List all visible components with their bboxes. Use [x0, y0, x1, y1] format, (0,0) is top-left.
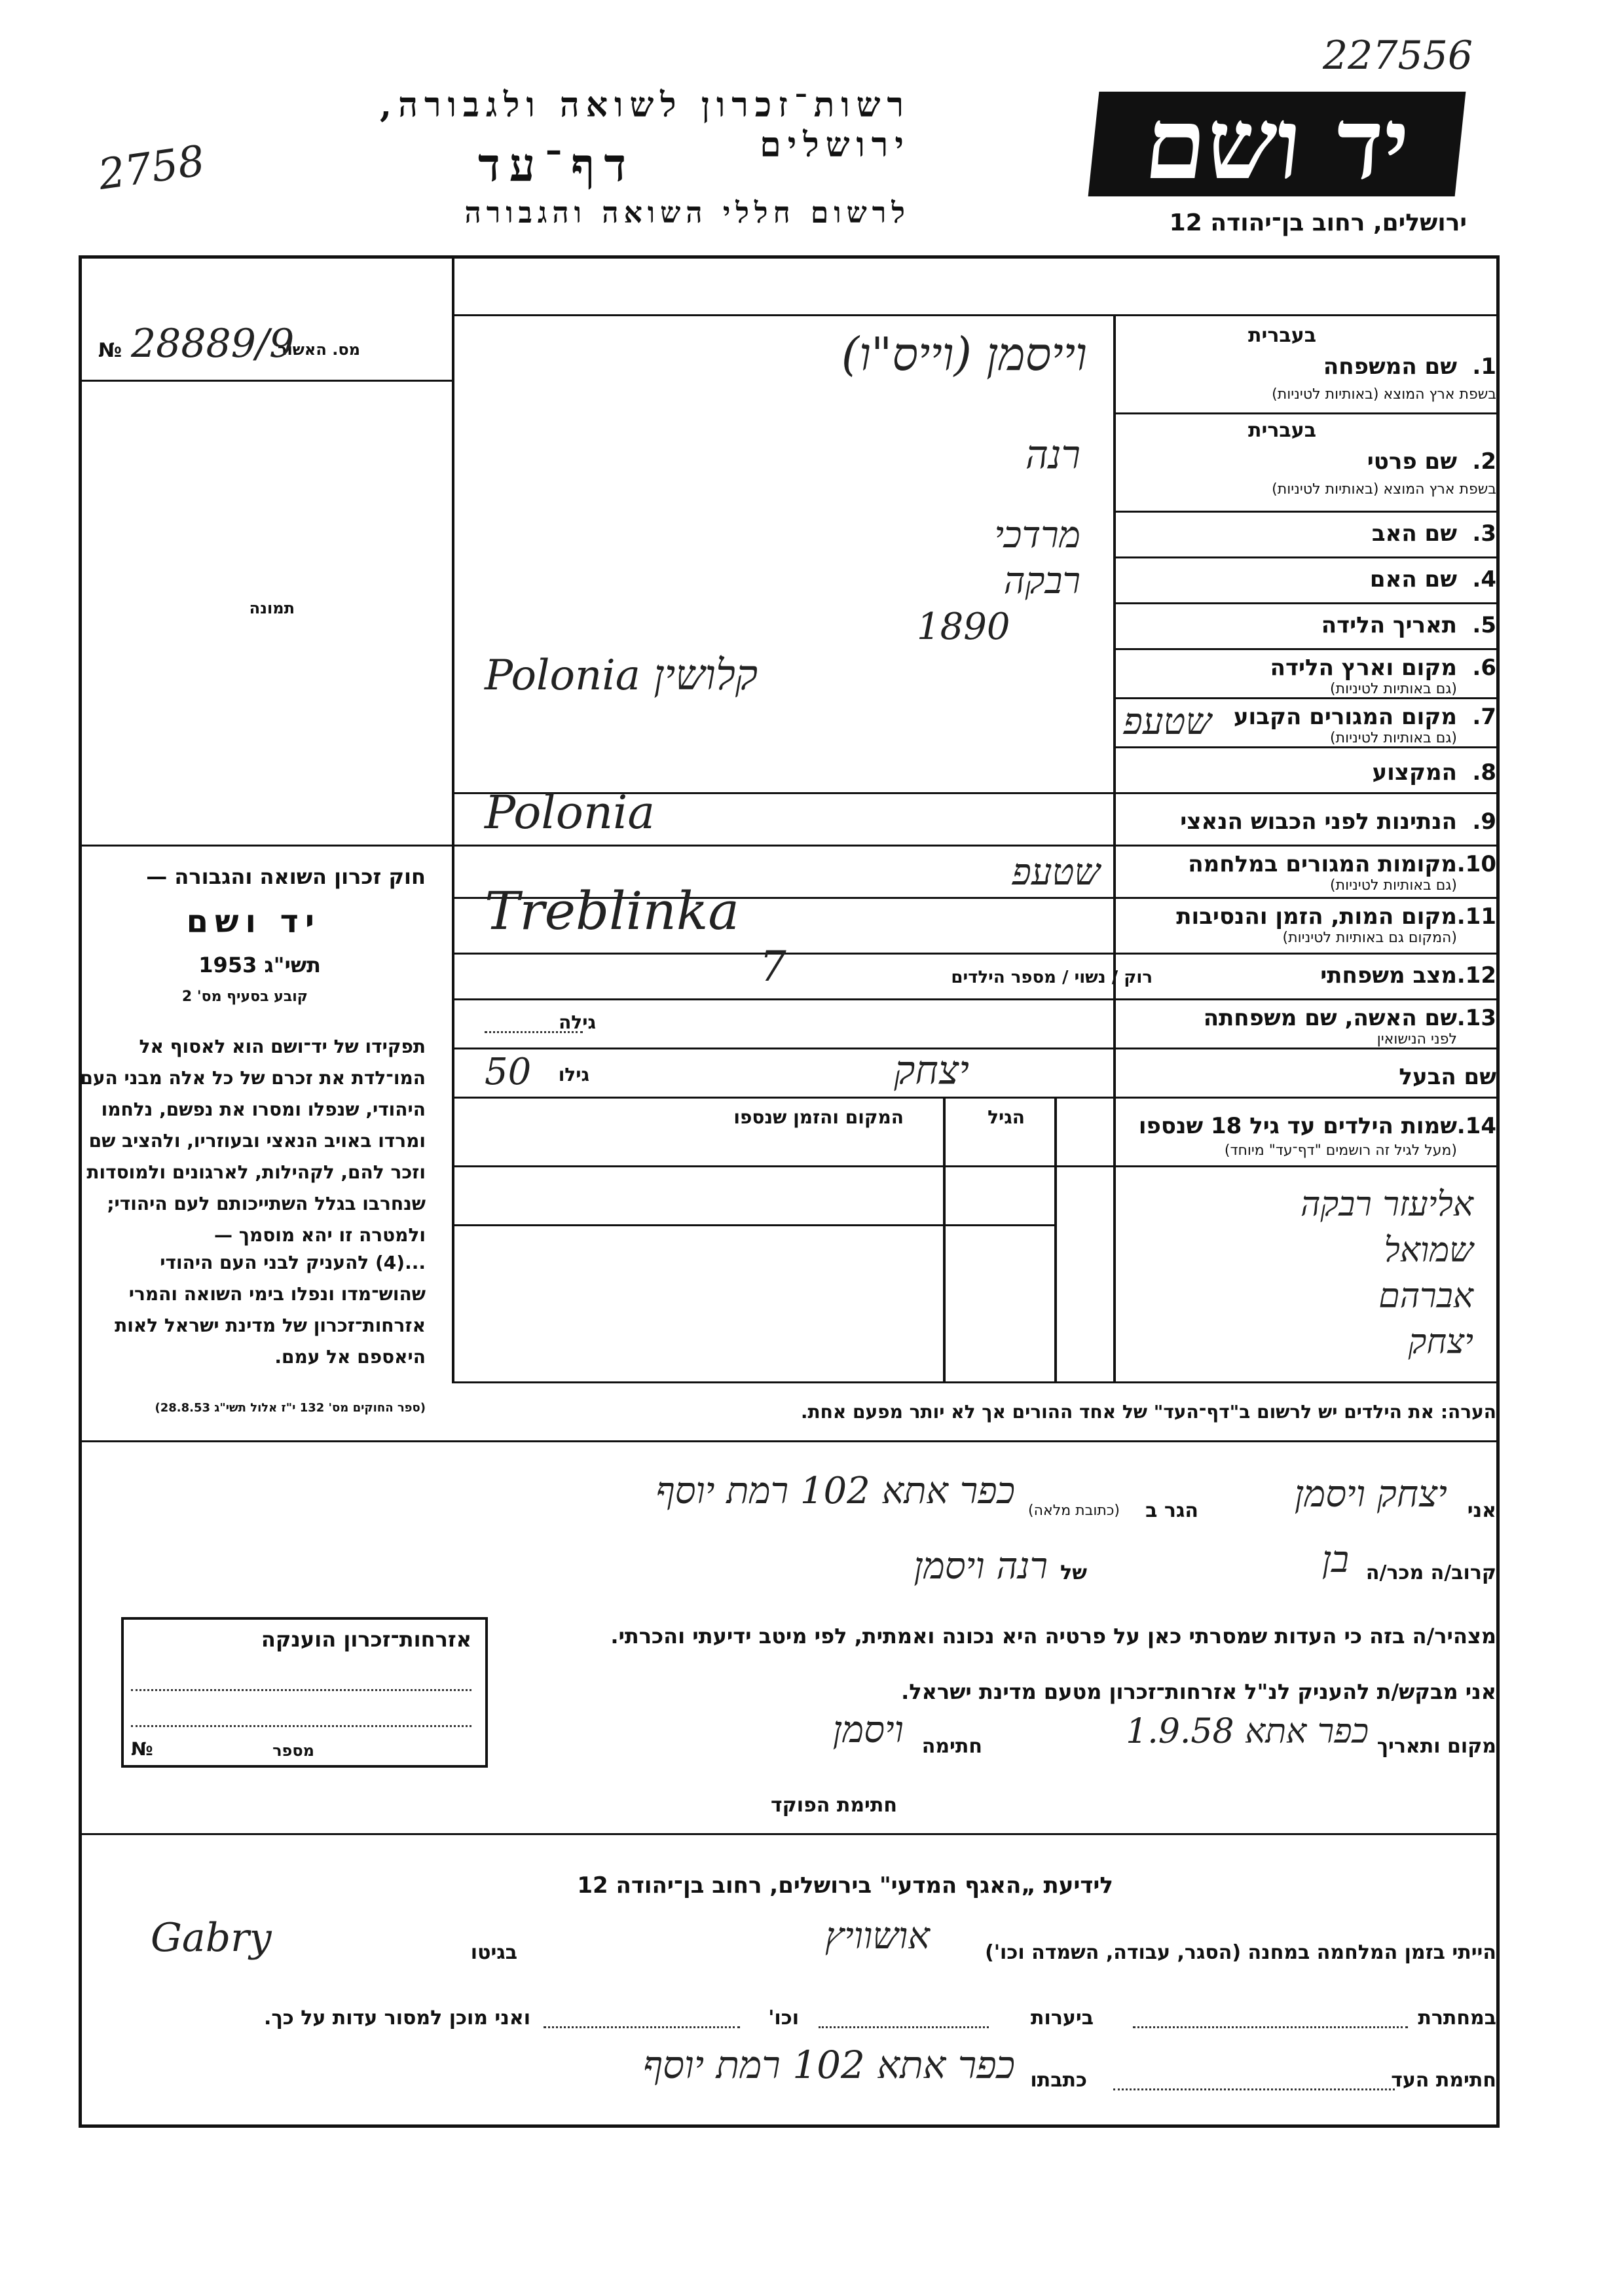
underground-dots — [1133, 2026, 1408, 2028]
field-10-value: שטעפ — [1012, 851, 1100, 894]
stamp-number-label: מספר — [272, 1741, 314, 1760]
stamp-title: אזרחות־זכרון הוענקה — [261, 1627, 471, 1652]
field-1-value: וייסמן (וייס"ו) — [841, 327, 1087, 381]
officer-signature-label: חתימת הפוקד — [771, 1794, 897, 1817]
row-line — [1113, 648, 1500, 650]
field-2-number: 2. — [1472, 448, 1496, 475]
approval-line — [79, 380, 452, 382]
decl-relative: קרוב/ה מכר/ה — [1365, 1561, 1496, 1584]
approval-label: מס. האשור — [278, 340, 360, 359]
field-7-sub: (גם באותיות לטיניות) — [1330, 730, 1457, 746]
field-8-value: Polonia — [485, 786, 655, 839]
note-text: הערה: את הילדים יש לרשום ב"דף־העד" של אחד ההורים אך לא יותר מפעם אחת. — [800, 1401, 1496, 1423]
children-bottom-line — [452, 1381, 1500, 1383]
info-ghetto: Gabry — [151, 1915, 272, 1961]
field-12-label: מצב משפחתי — [1320, 962, 1457, 989]
field-11-number: 11. — [1456, 903, 1496, 930]
etc-dots — [544, 2026, 740, 2028]
forests-dots — [819, 2026, 989, 2028]
children-number: 14. — [1456, 1113, 1496, 1139]
field-13-sub: לפני הנישואין — [1376, 1031, 1457, 1048]
field-7-value: שטעפ — [1123, 701, 1211, 743]
row-line — [1113, 412, 1500, 414]
field-2-value: רנה — [1025, 432, 1080, 478]
stamp-number-prefix: № — [131, 1738, 153, 1760]
field-3-label: שם האב — [1371, 520, 1457, 547]
handwritten-left-number: 2758 — [95, 137, 208, 200]
field-8-label: המקצוע — [1372, 759, 1457, 786]
header-address: ירושלים, רחוב בן־יהודה 12 — [1169, 210, 1467, 236]
witness-address: כפר אתא 102 רמת יוסף — [642, 2043, 1015, 2087]
children-age-divider-a — [943, 1097, 946, 1381]
field-10-number: 10. — [1456, 851, 1496, 877]
field-1-hebrew-tag: בעברית — [1248, 324, 1316, 347]
field-4-number: 4. — [1472, 566, 1496, 592]
field-5-label: תאריך הלידה — [1321, 612, 1457, 638]
form-title: דף־עד — [477, 137, 635, 192]
field-12-value: 7 — [760, 943, 786, 991]
info-ready: ואני מוכן למסור עדות על כך. — [264, 2007, 530, 2030]
field-13-number: 13. — [1456, 1005, 1496, 1031]
row-line — [1113, 697, 1500, 699]
label-column-divider — [1113, 314, 1116, 1381]
place-date-label: מקום ותאריך — [1376, 1735, 1496, 1758]
field-1-number: 1. — [1472, 354, 1496, 380]
husband-label: שם הבעל — [1399, 1064, 1496, 1090]
field-1-sub: בשפת ארץ המוצא (באותיות לטיניות) — [1272, 386, 1496, 403]
field-11-label: מקום המות, הזמן והנסיבות — [1176, 903, 1457, 930]
child-name-2: שמואל — [1384, 1231, 1473, 1270]
field-8-number: 8. — [1472, 759, 1496, 786]
field-13-label: שם האשה, שם משפחתה — [1203, 1005, 1457, 1031]
child-name-1: אליעזר רבקה — [1300, 1185, 1473, 1224]
row-line — [452, 1097, 1500, 1099]
child-name-3: אברהם — [1378, 1277, 1473, 1316]
field-7-label: מקום המגורים הקבוע — [1233, 704, 1457, 730]
law-title: חוק זכרון השואה והגבורה — — [146, 864, 426, 889]
law-body: תפקידו של יד־ושם הוא לאסוף אל המו־לדת את זכרם של כל אלה מבני העם היהודי, שנפלו ומסרו את נפשם, נלחמו ומרדו באויב הנאצי ובעוזריו, ולהציב שם וזכר להם, לקהילות, לארגונים ולמוסדות שנחרבו בגלל השתייכותם לעם היהודי; ולמטרה זו יהא מוסמך — — [80, 1036, 426, 1246]
row-line — [452, 953, 1500, 955]
wife-age-label: גילה — [559, 1011, 596, 1033]
children-age-divider-b — [1054, 1097, 1057, 1381]
row-line — [1113, 602, 1500, 604]
field-10-sub: (גם באותיות לטיניות) — [1330, 877, 1457, 894]
info-was-label: הייתי בזמן המלחמה במחנה (הסגר, עבודה, השמדה וכו') — [985, 1941, 1496, 1964]
info-underground: במחתרת — [1418, 2007, 1496, 2030]
child-name-4: יצחק — [1408, 1322, 1473, 1362]
field-5-value: 1890 — [917, 606, 1010, 648]
witness-signature-dots — [1113, 2088, 1395, 2090]
stamp-dots-2 — [131, 1725, 471, 1727]
field-11-value: Treblinka — [485, 881, 740, 941]
row-line — [452, 1165, 1500, 1167]
field-4-value: רבקה — [1003, 560, 1080, 602]
husband-age-label: גילו — [558, 1064, 589, 1085]
field-6-sub: (גם באותיות לטיניות) — [1330, 681, 1457, 697]
left-column-divider — [452, 255, 454, 1381]
info-ghetto-label: בגיטו — [470, 1941, 517, 1964]
field-9-label: הנתינות לפני הכבוש הנאצי — [1180, 809, 1457, 835]
declaration-bottom-line — [79, 1833, 1500, 1835]
row-line — [452, 845, 1500, 847]
law-clause: קובע בסעיף מס' 2 — [181, 989, 308, 1005]
decl-addr: כפר אתא 102 רמת יוסף — [655, 1470, 1015, 1512]
wife-age-dots — [485, 1031, 583, 1033]
decl-ani: אני — [1467, 1499, 1496, 1522]
row-line — [1113, 556, 1500, 558]
info-etc: וכו' — [768, 2007, 799, 2030]
top-strip-line — [452, 314, 1500, 316]
approval-number: 28889/9 — [131, 321, 295, 367]
children-sub: (מעל לגיל זה רושמים "דף־עד" מיוחד) — [1224, 1142, 1457, 1159]
decl-request: אני מבקש/ת להעניק לנ"ל אזרחות־זכרון מטעם מדינת ישראל. — [901, 1679, 1496, 1704]
decl-statement: מצהיר/ה בזה כי העדות שמסרתי כאן על פרטיה היא נכונה ואמתית, לפי מיטב ידיעתי והכרתי. — [610, 1624, 1496, 1649]
approval-number-prefix: № — [98, 339, 122, 362]
photo-bottom-line — [79, 845, 452, 847]
decl-name: יצחק ויסמן — [1294, 1473, 1447, 1516]
info-title: לידיעת „האגף המדעי" בירושלים, רחוב בן־יהודה 12 — [577, 1872, 1113, 1899]
decl-addr-hint: (כתובת מלאה) — [1028, 1503, 1120, 1519]
field-1-label: שם המשפחה — [1323, 354, 1457, 380]
form-subtitle: לרשום חללי השואה והגבורה — [464, 196, 910, 230]
law-name: יד ושם — [186, 903, 321, 940]
authority-title: רשות־זכרון לשואה ולגבורה, ירושלים — [380, 85, 910, 165]
law-source: (ספר החוקים מס' 132 י"ז אלול תשי"ג 28.8.53) — [155, 1401, 426, 1415]
row-line — [1113, 511, 1500, 513]
children-label: שמות הילדים עד גיל 18 שנספו — [1138, 1113, 1457, 1139]
children-row-line — [452, 1224, 1054, 1226]
witness-address-label: כתבתו — [1030, 2069, 1087, 2092]
field-10-label: מקומות המגורים במלחמה — [1188, 851, 1457, 877]
signature-label: חתימה — [921, 1735, 982, 1758]
field-2-label: שם פרטי — [1367, 448, 1457, 475]
field-2-hebrew-tag: בעברית — [1248, 419, 1316, 442]
field-9-number: 9. — [1472, 809, 1496, 835]
children-age-header: הגיל — [987, 1106, 1025, 1128]
witness-signature-label: חתימת העד — [1391, 2069, 1496, 2092]
husband-value: יצחק — [894, 1048, 969, 1093]
signature-value: ויסמן — [832, 1709, 904, 1751]
field-3-value: מרדכי — [994, 514, 1080, 556]
field-3-number: 3. — [1472, 520, 1496, 547]
decl-relation: בן — [1321, 1539, 1349, 1581]
decl-resides: הגר ב — [1145, 1499, 1198, 1522]
field-5-number: 5. — [1472, 612, 1496, 638]
info-camp: אושוויץ — [824, 1915, 930, 1958]
photo-label: תמונה — [249, 599, 295, 617]
field-6-value: Polonia קלושין — [485, 651, 758, 700]
children-place-time-header: המקום והזמן שנספו — [733, 1106, 904, 1128]
marital-options: רוק / נשוי / מספר הילדים — [951, 968, 1153, 987]
handwritten-file-number: 227556 — [1323, 33, 1473, 79]
decl-of: של — [1060, 1561, 1087, 1584]
decl-of-name: רנה ויסמן — [913, 1545, 1048, 1588]
husband-age: 50 — [485, 1051, 532, 1093]
law-year: תשי"ג 1953 — [198, 953, 321, 977]
law-body-2: ...(4) להעניק לבני העם היהודי שהוש־מדו ונפלו בימי השואה והמרי אזרחות־זכרון של מדינת ישראל לאות היאספם אל עמם. — [115, 1252, 426, 1368]
field-6-label: מקום וארץ הלידה — [1270, 655, 1457, 681]
place-date-value: כפר אתא 1.9.58 — [1126, 1712, 1369, 1751]
field-7-number: 7. — [1472, 704, 1496, 730]
field-4-label: שם האם — [1369, 566, 1457, 592]
info-forests: ביערות — [1031, 2007, 1094, 2030]
row-line — [1113, 746, 1500, 748]
field-6-number: 6. — [1472, 655, 1496, 681]
yad-vashem-logo: יד ושם — [1088, 92, 1466, 196]
field-11-sub: (המקום גם באותיות לטיניות) — [1282, 930, 1457, 946]
note-bottom-line — [79, 1440, 1500, 1442]
field-12-number: 12. — [1456, 962, 1496, 989]
row-line — [452, 1048, 1500, 1049]
stamp-dots-1 — [131, 1689, 471, 1691]
row-line — [452, 998, 1500, 1000]
field-2-sub: בשפת ארץ המוצא (באותיות לטיניות) — [1272, 481, 1496, 498]
